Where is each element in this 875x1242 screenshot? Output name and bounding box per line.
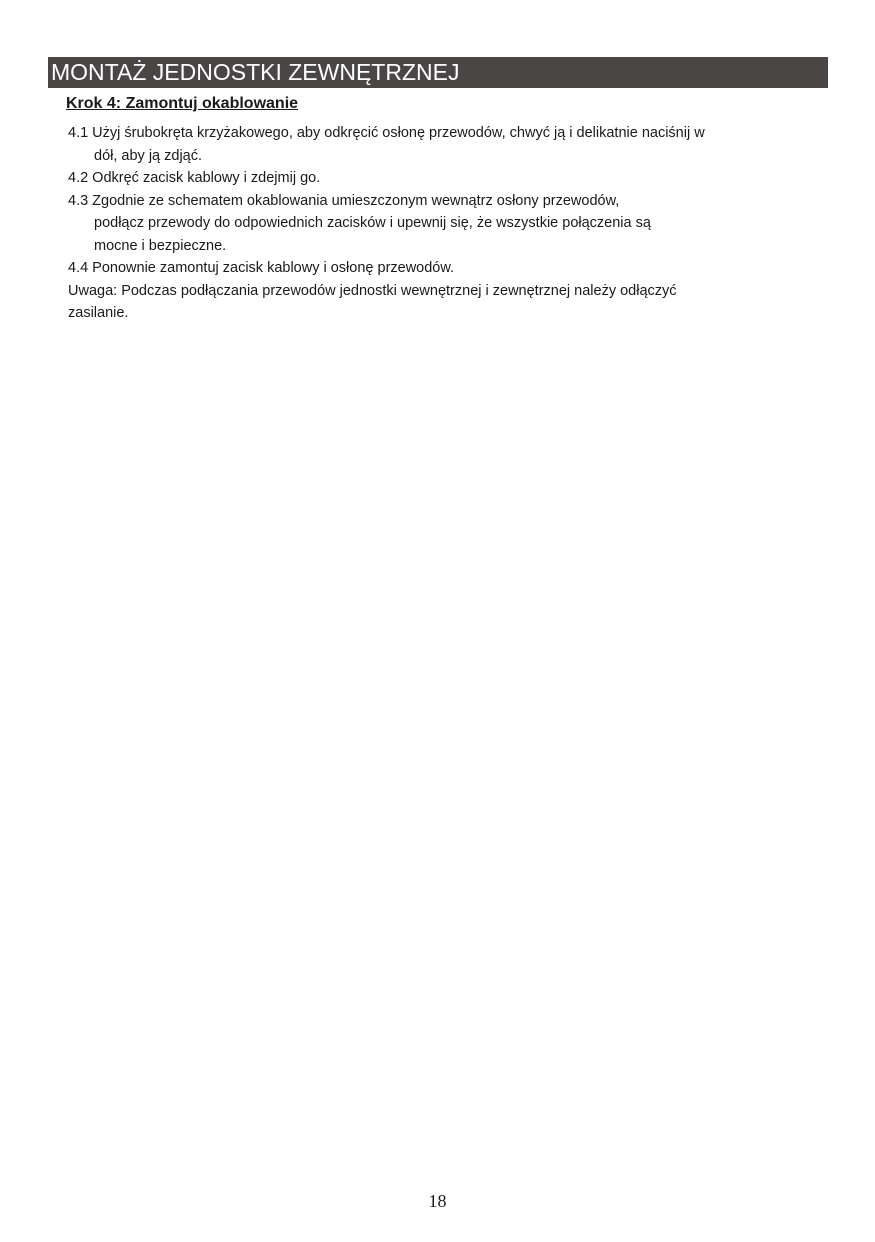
note-line-2: zasilanie. [68, 305, 129, 321]
instruction-4-1-line-1: 4.1 Użyj śrubokręta krzyżakowego, aby odkręcić osłonę przewodów, chwyć ją i delikatnie naciśnij w [68, 125, 705, 141]
instruction-4-3-line-3: mocne i bezpieczne. [94, 237, 227, 254]
step-heading: Krok 4: Zamontuj okablowanie [66, 95, 299, 112]
section-header-bar [48, 57, 828, 88]
instructions-block [68, 122, 828, 325]
instruction-4-4: 4.4 Ponownie zamontuj zacisk kablowy i osłonę przewodów. [68, 260, 455, 276]
instruction-4-3-line-2: podłącz przewody do odpowiednich zacisków i upewnij się, że wszystkie połączenia są [94, 215, 651, 231]
note-line-1: Uwaga: Podczas podłączania przewodów jednostki wewnętrznej i zewnętrznej należy odłączyć [68, 282, 677, 299]
instruction-4-3-line-1: 4.3 Zgodnie ze schematem okablowania umieszczonym wewnątrz osłony przewodów, [68, 192, 620, 209]
instruction-4-1-line-2: dół, aby ją zdjąć. [94, 147, 203, 164]
instruction-4-2: 4.2 Odkręć zacisk kablowy i zdejmij go. [68, 170, 321, 186]
page-number: 18 [428, 1191, 447, 1211]
section-title: MONTAŻ JEDNOSTKI ZEWNĘTRZNEJ [51, 59, 460, 85]
